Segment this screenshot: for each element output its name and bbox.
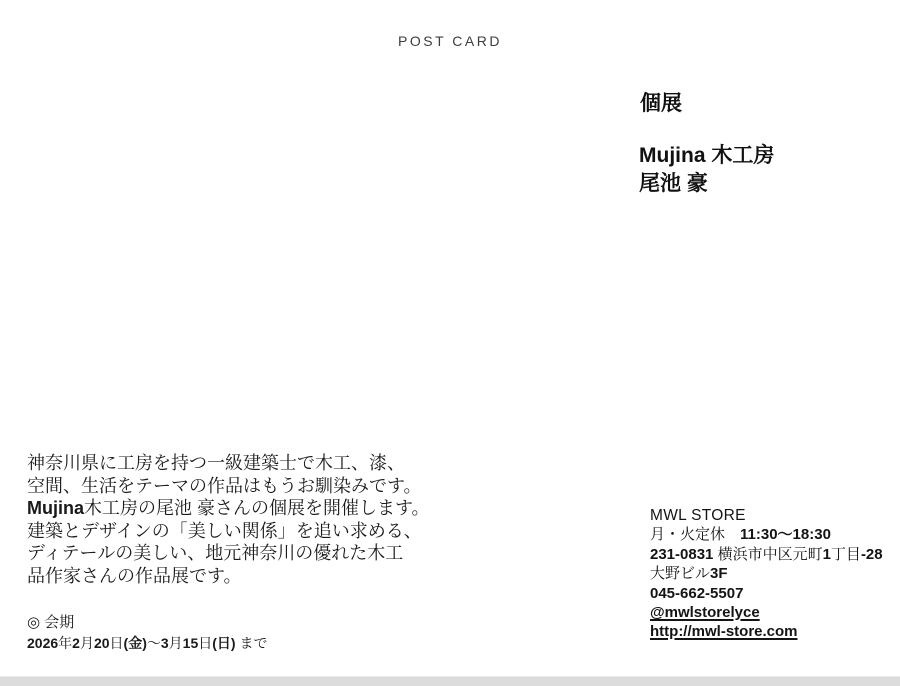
period-label: ◎ 会期 (27, 614, 75, 631)
description-paragraph (27, 452, 430, 587)
store-building: 大野ビル3F (650, 565, 728, 583)
studio-name: Mujina 木工房 (639, 144, 775, 167)
description-line: 品作家さんの作品展です。 (27, 565, 242, 586)
artist-name: 尾池 豪 (639, 172, 708, 195)
store-website-link[interactable]: http://mwl-store.com (650, 623, 798, 641)
window-edge-bar (0, 676, 900, 686)
description-line: 建築とデザインの「美しい関係」を追い求める、 (27, 520, 422, 541)
store-instagram-link[interactable]: @mwlstorelyce (650, 604, 760, 622)
period-dates: 2026年2月20日(金)〜3月15日(日) まで (27, 635, 268, 651)
description-line: Mujina木工房の尾池 豪さんの個展を開催します。 (27, 498, 430, 518)
store-phone: 045-662-5507 (650, 584, 744, 602)
description-line: 神奈川県に工房を持つ一級建築士で木工、漆、 (27, 453, 405, 473)
store-name: MWL STORE (650, 507, 746, 524)
exhibition-period-block (27, 613, 267, 653)
exhibition-type-label: 個展 (640, 92, 682, 115)
store-info-block (650, 506, 883, 642)
postcard-header-label: POST CARD (398, 33, 502, 49)
store-address: 231-0831 横浜市中区元町1丁目-28 (650, 545, 883, 563)
exhibition-title-block (639, 142, 774, 198)
description-line: ディテールの美しい、地元神奈川の優れた木工 (27, 543, 404, 563)
description-line: 空間、生活をテーマの作品はもうお馴染みです。 (27, 475, 422, 496)
store-hours: 月・火定休 11:30〜18:30 (650, 526, 831, 544)
